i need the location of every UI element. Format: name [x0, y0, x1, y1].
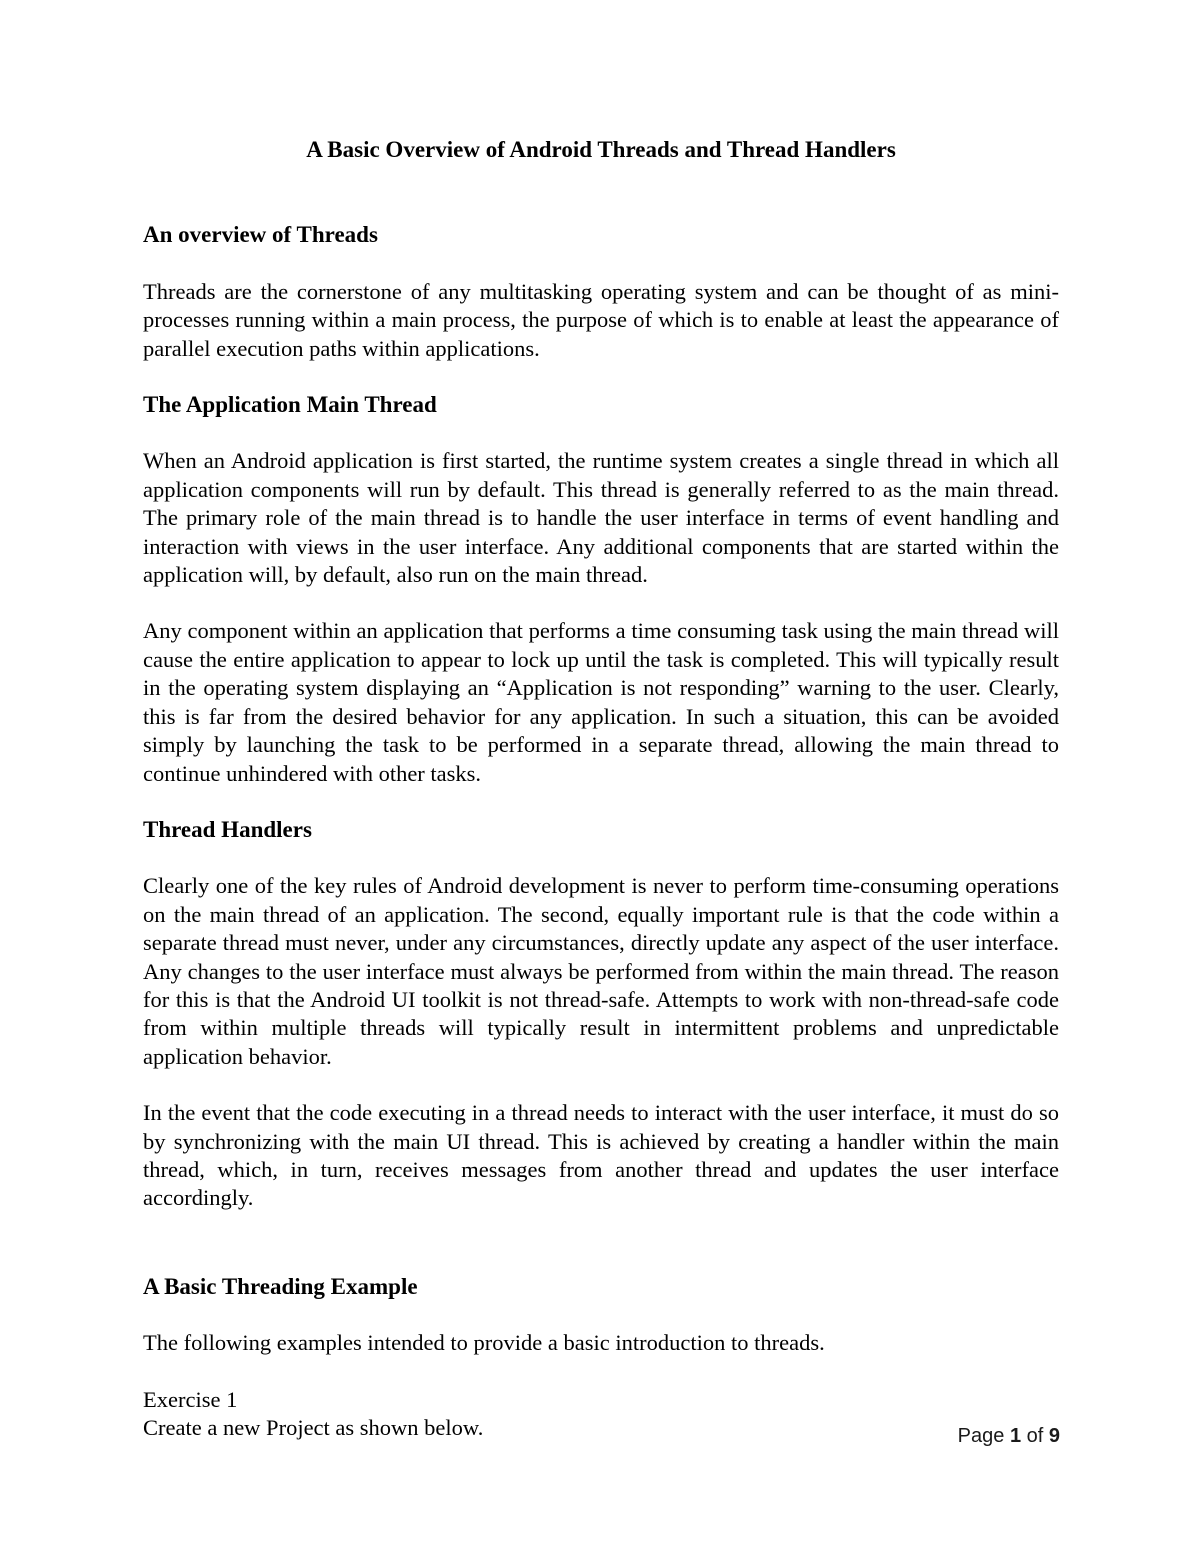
page-footer: [958, 1424, 1060, 1448]
footer-total-pages: 9: [1048, 1425, 1060, 1447]
paragraph-runtime-single-thread: When an Android application is first started, the runtime system creates a single thread in which all application components will run by default. This thread is generally referred to as the main thread. The primary role of the main thread is to handle the user interface in terms of event handling and interaction with views in the user interface. Any additional components that are started within the application will, by default, also run on the main thread.: [143, 448, 1059, 588]
paragraph-synchronizing-ui-thread: In the event that the code executing in a thread needs to interact with the user interface, it must do so by synchronizing with the main UI thread. This is achieved by creating a handler within the main thread, which, in turn, receives messages from another thread and updates the user interface accordingly.: [143, 1100, 1059, 1211]
section-heading-basic-threading-example: A Basic Threading Example: [143, 1273, 418, 1299]
section-application-main-thread: [143, 391, 1059, 788]
footer-of-label: of: [1026, 1425, 1044, 1447]
section-thread-handlers: [143, 816, 1059, 1213]
section-basic-threading-example: [143, 1273, 1059, 1443]
paragraph-following-examples: The following examples intended to provide a basic introduction to threads.: [143, 1330, 825, 1356]
footer-page-number: 1: [1009, 1425, 1022, 1447]
section-overview-of-threads: [143, 221, 1059, 363]
paragraph-time-consuming-task: Any component within an application that performs a time consuming task using the main thread will cause the entire application to appear to lock up until the task is completed. This will typically result in the operating system displaying an “Application is not responding” warning to the user. Clearly, this is far from the desired behavior for any application. In such a situation, this can be avoided simply by launching the task to be performed in a separate thread, allowing the main thread to continue unhindered with other tasks.: [143, 618, 1059, 786]
exercise-label: Exercise 1: [143, 1386, 238, 1412]
paragraph-threads-cornerstone: Threads are the cornerstone of any multitasking operating system and can be thought of as mini-processes running within a main process, the purpose of which is to enable at least the appearance of parallel execution paths within applications.: [143, 278, 1059, 361]
exercise-block: [143, 1386, 1059, 1443]
section-heading-overview-of-threads: An overview of Threads: [143, 222, 378, 248]
document-title: A Basic Overview of Android Threads and Thread Handlers: [306, 137, 896, 162]
footer-page-label: Page: [957, 1425, 1005, 1447]
section-heading-thread-handlers: Thread Handlers: [143, 816, 312, 842]
exercise-instruction: Create a new Project as shown below.: [143, 1415, 484, 1440]
section-heading-application-main-thread: The Application Main Thread: [143, 392, 437, 418]
paragraph-key-rules: Clearly one of the key rules of Android development is never to perform time-consuming operations on the main thread of an application. The second, equally important rule is that the code within a separate thread must never, under any circumstances, directly update any aspect of the user interface. Any changes to the user interface must always be performed from within the main thread. The reason for this is that the Android UI toolkit is not thread-safe. Attempts to work with non-thread-safe code from within multiple threads will typically result in intermittent problems and unpredictable application behavior.: [143, 873, 1059, 1069]
document-page: [143, 136, 1059, 1442]
